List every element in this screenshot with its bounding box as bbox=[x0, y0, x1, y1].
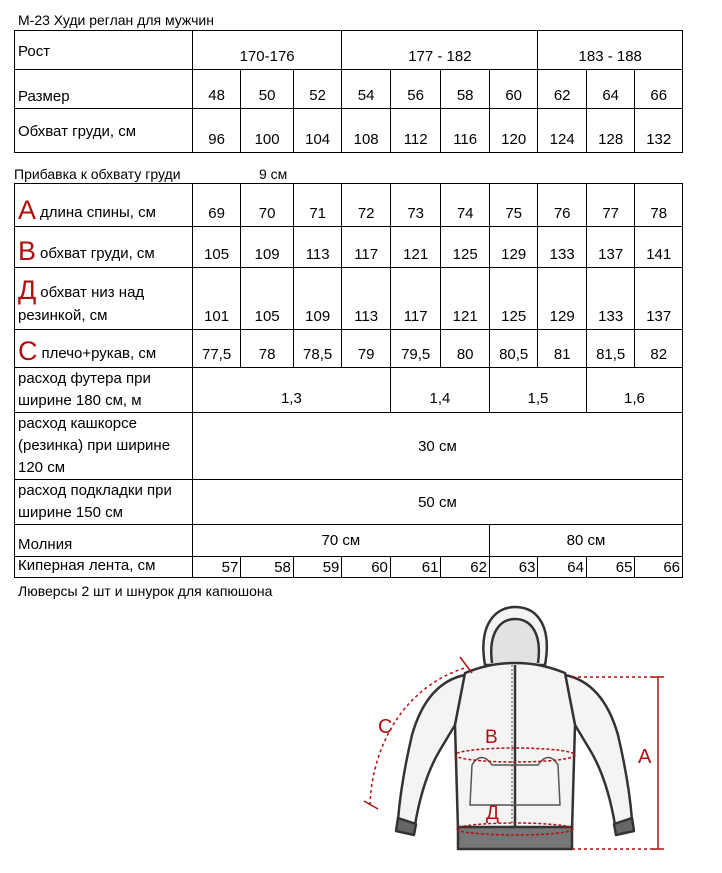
value-cell: 81 bbox=[538, 330, 587, 368]
hoodie-diagram bbox=[360, 605, 670, 865]
letter-marker: С bbox=[18, 336, 38, 366]
value-cell: 105 bbox=[192, 227, 241, 268]
value-cell: 137 bbox=[586, 227, 635, 268]
size-cell: 62 bbox=[538, 70, 587, 109]
tape-row bbox=[15, 557, 683, 578]
value-cell: 76 bbox=[538, 184, 587, 227]
chest-cell: 96 bbox=[192, 109, 241, 153]
value-cell: 70 bbox=[241, 184, 294, 227]
value-cell: 125 bbox=[489, 268, 538, 330]
fabric-label: расход футера при ширине 180 см, м bbox=[15, 368, 193, 413]
size-row bbox=[15, 70, 683, 109]
size-cell: 60 bbox=[489, 70, 538, 109]
value-cell: 69 bbox=[192, 184, 241, 227]
value-cell: 109 bbox=[293, 268, 342, 330]
value-cell: 121 bbox=[441, 268, 490, 330]
label-d: Д bbox=[486, 803, 499, 824]
letter-marker: А bbox=[18, 195, 37, 225]
value-cell: 73 bbox=[390, 184, 441, 227]
size-cell: 52 bbox=[293, 70, 342, 109]
row-c bbox=[15, 330, 683, 368]
fabric-row bbox=[15, 368, 683, 413]
value-cell: 117 bbox=[390, 268, 441, 330]
value-cell: 80,5 bbox=[489, 330, 538, 368]
eyelets-note: Люверсы 2 шт и шнурок для капюшона bbox=[18, 583, 273, 599]
lining-row bbox=[15, 480, 683, 525]
value-cell: 77,5 bbox=[192, 330, 241, 368]
rib-cell: 30 см bbox=[192, 413, 682, 480]
value-cell: 78 bbox=[635, 184, 683, 227]
document-title: М-23 Худи реглан для мужчин bbox=[18, 12, 214, 28]
size-cell: 66 bbox=[635, 70, 683, 109]
value-cell: 133 bbox=[586, 268, 635, 330]
label-a: А bbox=[638, 746, 652, 768]
value-cell: 121 bbox=[390, 227, 441, 268]
chest-cell: 108 bbox=[342, 109, 391, 153]
size-cell: 50 bbox=[241, 70, 294, 109]
value-cell: 129 bbox=[538, 268, 587, 330]
height-group-cell: 183 - 188 bbox=[538, 31, 683, 70]
tape-cell: 57 bbox=[192, 557, 241, 578]
chest-cell: 124 bbox=[538, 109, 587, 153]
row-a bbox=[15, 184, 683, 227]
tape-cell: 59 bbox=[293, 557, 342, 578]
size-cell: 54 bbox=[342, 70, 391, 109]
tape-cell: 65 bbox=[586, 557, 635, 578]
size-cell: 48 bbox=[192, 70, 241, 109]
size-header-table bbox=[14, 30, 683, 153]
row-label: С плечо+рукав, см bbox=[15, 330, 193, 368]
tape-label: Киперная лента, см bbox=[15, 557, 193, 578]
chest-row bbox=[15, 109, 683, 153]
lining-label: расход подкладки при ширине 150 см bbox=[15, 480, 193, 525]
value-cell: 77 bbox=[586, 184, 635, 227]
fabric-cell: 1,4 bbox=[390, 368, 489, 413]
chest-cell: 128 bbox=[586, 109, 635, 153]
row-label: Добхват низ над резинкой, см bbox=[15, 268, 193, 330]
value-cell: 141 bbox=[635, 227, 683, 268]
label-b: В bbox=[485, 727, 498, 748]
value-cell: 113 bbox=[293, 227, 342, 268]
value-cell: 71 bbox=[293, 184, 342, 227]
zipper-label: Молния bbox=[15, 525, 193, 557]
row-label: А длина спины, см bbox=[15, 184, 193, 227]
rib-row bbox=[15, 413, 683, 480]
tape-cell: 66 bbox=[635, 557, 683, 578]
measurements-table bbox=[14, 183, 683, 578]
chest-cell: 112 bbox=[390, 109, 441, 153]
value-cell: 79,5 bbox=[390, 330, 441, 368]
value-cell: 125 bbox=[441, 227, 490, 268]
value-cell: 78 bbox=[241, 330, 294, 368]
value-cell: 129 bbox=[489, 227, 538, 268]
lining-cell: 50 см bbox=[192, 480, 682, 525]
letter-marker: В bbox=[18, 236, 37, 266]
height-label: Рост bbox=[15, 31, 193, 70]
value-cell: 81,5 bbox=[586, 330, 635, 368]
value-cell: 80 bbox=[441, 330, 490, 368]
size-label: Размер bbox=[15, 70, 193, 109]
fabric-cell: 1,5 bbox=[489, 368, 586, 413]
letter-marker: Д bbox=[18, 275, 37, 305]
height-group-cell: 170-176 bbox=[192, 31, 342, 70]
value-cell: 75 bbox=[489, 184, 538, 227]
value-cell: 109 bbox=[241, 227, 294, 268]
size-cell: 56 bbox=[390, 70, 441, 109]
hoodie-illustration bbox=[396, 607, 634, 849]
chest-cell: 116 bbox=[441, 109, 490, 153]
chest-cell: 132 bbox=[635, 109, 683, 153]
tape-cell: 58 bbox=[241, 557, 294, 578]
tape-cell: 63 bbox=[489, 557, 538, 578]
value-cell: 137 bbox=[635, 268, 683, 330]
bonus-label: Прибавка к обхвату груди bbox=[14, 166, 181, 182]
height-group-cell: 177 - 182 bbox=[342, 31, 538, 70]
zipper-cell: 80 см bbox=[489, 525, 682, 557]
value-cell: 74 bbox=[441, 184, 490, 227]
fabric-cell: 1,6 bbox=[586, 368, 682, 413]
size-cell: 58 bbox=[441, 70, 490, 109]
zipper-row bbox=[15, 525, 683, 557]
label-c: С bbox=[378, 716, 393, 738]
value-cell: 82 bbox=[635, 330, 683, 368]
value-cell: 78,5 bbox=[293, 330, 342, 368]
row-label: В обхват груди, см bbox=[15, 227, 193, 268]
value-cell: 101 bbox=[192, 268, 241, 330]
value-cell: 79 bbox=[342, 330, 391, 368]
size-cell: 64 bbox=[586, 70, 635, 109]
rib-label: расход кашкорсе (резинка) при ширине 120 см bbox=[15, 413, 193, 480]
bonus-value: 9 см bbox=[259, 166, 288, 182]
chest-cell: 104 bbox=[293, 109, 342, 153]
row-d bbox=[15, 268, 683, 330]
value-cell: 113 bbox=[342, 268, 391, 330]
row-b bbox=[15, 227, 683, 268]
chest-cell: 100 bbox=[241, 109, 294, 153]
chest-cell: 120 bbox=[489, 109, 538, 153]
value-cell: 105 bbox=[241, 268, 294, 330]
chest-label: Обхват груди, см bbox=[15, 109, 193, 153]
tape-cell: 64 bbox=[538, 557, 587, 578]
value-cell: 133 bbox=[538, 227, 587, 268]
value-cell: 72 bbox=[342, 184, 391, 227]
tape-cell: 60 bbox=[342, 557, 391, 578]
height-row bbox=[15, 31, 683, 70]
value-cell: 117 bbox=[342, 227, 391, 268]
fabric-cell: 1,3 bbox=[192, 368, 390, 413]
tape-cell: 61 bbox=[390, 557, 441, 578]
tape-cell: 62 bbox=[441, 557, 490, 578]
zipper-cell: 70 см bbox=[192, 525, 489, 557]
